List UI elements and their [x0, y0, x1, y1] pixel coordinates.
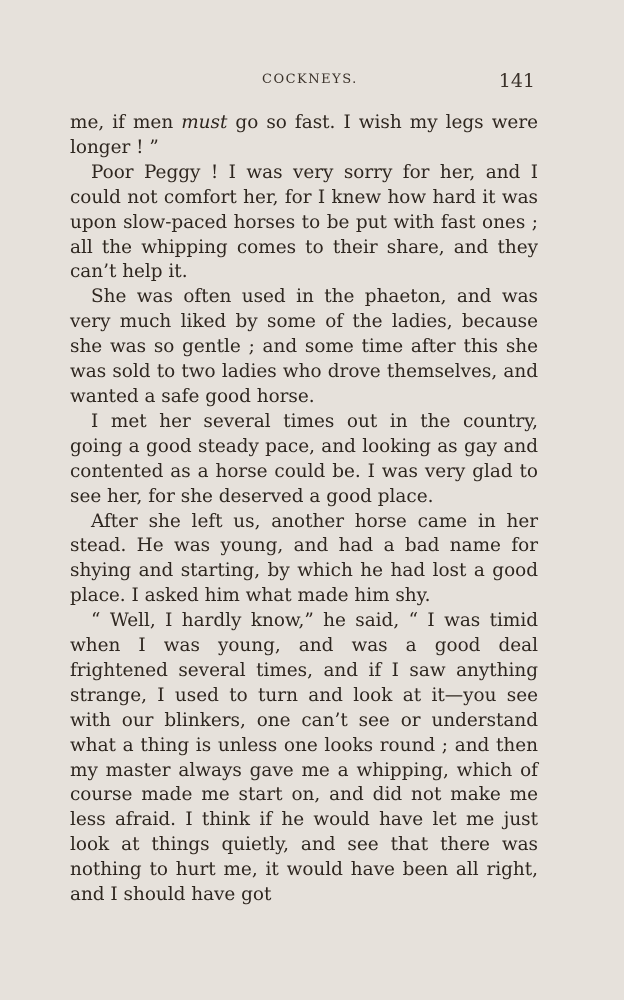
paragraph-1 — [70, 111, 538, 161]
paragraph-2: Poor Peggy ! I was very sorry for her, and I could not comfort her, for I knew how hard it was upon slow-paced horses to be put with fast ones ; all the whipping comes to their share, and they can’t help it. — [70, 161, 538, 283]
body-text — [70, 111, 538, 908]
running-title: COCKNEYS. — [262, 72, 358, 87]
page-number: 141 — [498, 70, 535, 92]
paragraph-1-text-b: go so fast. I wish my legs were longer ! ” — [70, 112, 538, 158]
paragraph-3: She was often used in the phaeton, and was very much liked by some of the ladies, because she was so gentle ; and some time after this she was sold to two ladies who drove themselves, and wanted a safe good horse. — [70, 286, 538, 407]
paragraph-4: I met her several times out in the country, going a good steady pace, and looking as gay and contented as a horse could be. I was very glad to see her, for she deserved a good place. — [70, 410, 538, 507]
paragraph-1-text-a: me, if men — [70, 112, 182, 133]
paragraph-6: “ Well, I hardly know,” he said, “ I was timid when I was young, and was a good deal frightened several times, and if I saw anything strange, I used to turn and look at it—you see with our blinkers, one can’t see or understand what a thing is unless one looks round ; and then my master always gave me a whipping, which of course made me start on, and did not make me less afraid. I think if he would have let me just look at things quietly, and see that there was nothing to hurt me, it would have been all right, and I should have got — [70, 610, 538, 906]
paragraph-5: After she left us, another horse came in her stead. He was young, and had a bad name for shying and starting, by which he had lost a good place. I asked him what made him shy. — [70, 510, 538, 607]
italic-word: must — [181, 112, 228, 133]
